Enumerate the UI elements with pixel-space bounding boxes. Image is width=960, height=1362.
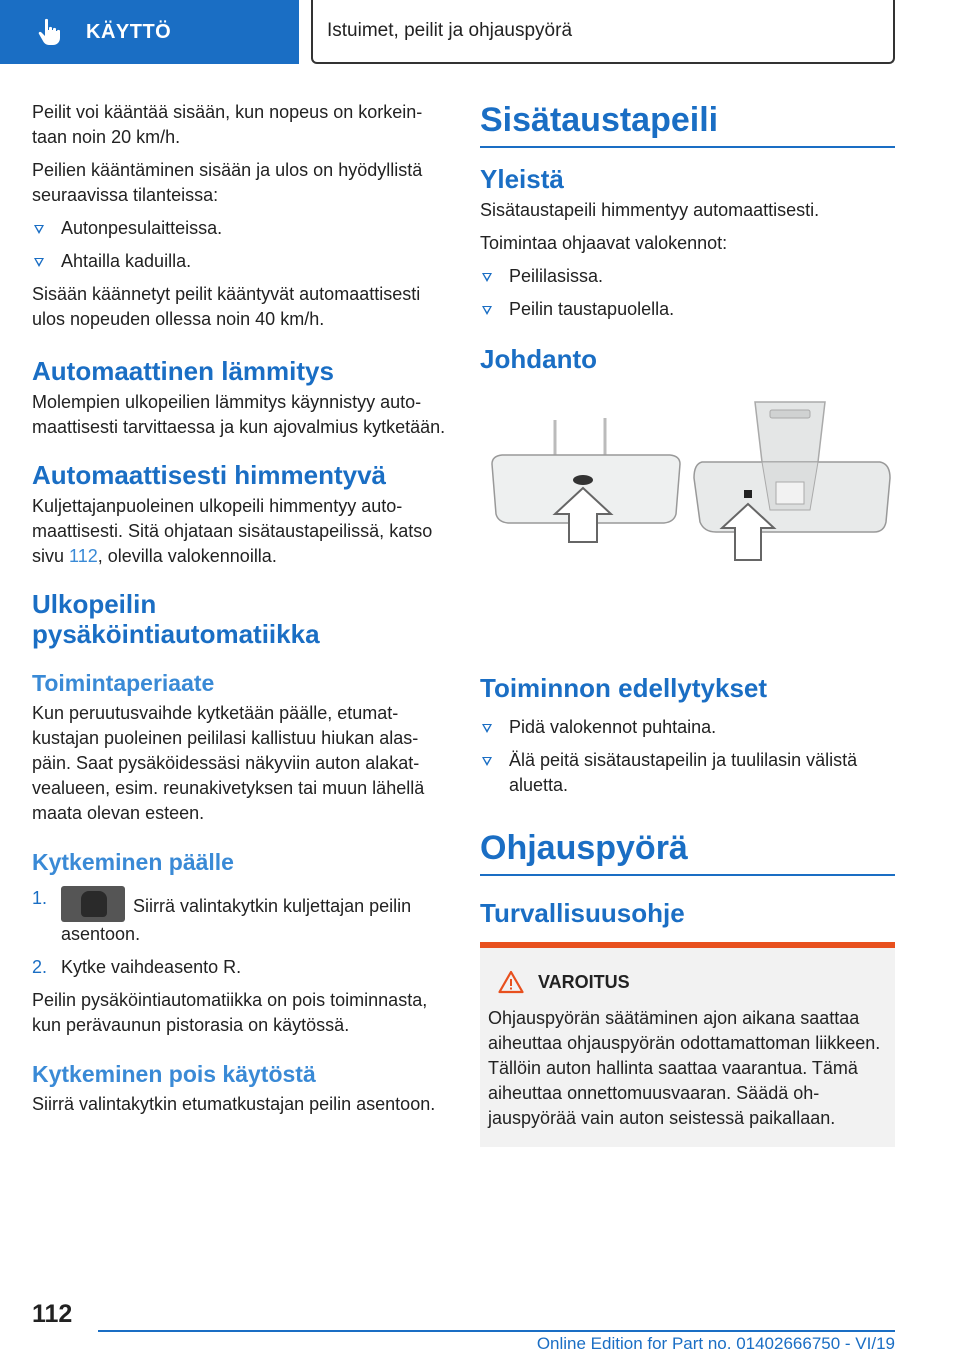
triangle-bullet-icon — [34, 258, 44, 267]
list-item: 2. Kytke vaihdeasento R. — [32, 957, 242, 977]
warning-triangle-icon — [498, 970, 524, 994]
warning-text: Ohjauspyörän säätäminen ajon aikana saattaa aiheuttaa ohjauspyörän odottamattoman liikkeen. Tällöin auton hallinta saattaa vaarantua. Tämä aiheuttaa onnettomuusvaaran. Säädä ohjauspyörää vain auton seistessä paikallaan. — [488, 1008, 881, 1128]
paragraph: Kuljettajanpuoleinen ulkopeili himmentyy automaattisesti. Sitä ohjataan sisätaustapeilissä, katso sivu 112, olevilla valokennoilla. — [32, 496, 433, 566]
warning-box — [480, 942, 895, 1147]
list-item: 1. Siirrä valintakytkin kuljettajan peilin asentoon. — [32, 888, 412, 944]
right-column — [480, 100, 895, 1147]
numbered-list — [32, 886, 450, 980]
triangle-bullet-icon — [34, 225, 44, 234]
paragraph: Peilit voi kääntää sisään, kun nopeus on korkeintaan noin 20 km/h. — [32, 102, 423, 147]
warning-header — [488, 970, 885, 994]
list-item: Ahtailla kaduilla. — [32, 249, 450, 274]
paragraph: Peilien kääntäminen sisään ja ulos on hyödyllistä seuraavissa tilanteissa: — [32, 160, 423, 205]
edition-note: Online Edition for Part no. 01402666750 - VI/19 — [536, 1334, 895, 1353]
heading-switch-off: Kytkeminen pois käytöstä — [32, 1061, 316, 1087]
page-link[interactable]: 112 — [69, 546, 98, 566]
triangle-bullet-icon — [482, 273, 492, 282]
left-column — [32, 100, 450, 1125]
heading-dimming: Automaattisesti himmentyvä — [32, 460, 386, 490]
heading-general: Yleistä — [480, 164, 564, 194]
list-item: Älä peitä sisätaustapeilin ja tuulilasin välistä aluetta. — [480, 748, 895, 798]
list-item: Peililasissa. — [480, 264, 895, 289]
hand-pointer-icon — [36, 17, 66, 47]
chapter-header — [311, 0, 895, 64]
section-tab — [0, 0, 299, 64]
heading-introduction: Johdanto — [480, 344, 597, 374]
triangle-bullet-icon — [482, 757, 492, 766]
mirror-switch-icon — [61, 886, 125, 922]
page-number: 112 — [32, 1300, 73, 1328]
heading-requirements: Toiminnon edellytykset — [480, 673, 768, 703]
chapter-title: Istuimet, peilit ja ohjauspyörä — [327, 20, 573, 41]
heading-heating: Automaattinen lämmitys — [32, 356, 334, 386]
footer-divider — [98, 1330, 895, 1332]
bullet-list — [32, 216, 450, 274]
mirror-rear-view — [694, 402, 890, 560]
list-item: Pidä valokennot puhtaina. — [480, 715, 895, 740]
paragraph: Sisään käännetyt peilit kääntyvät automaattisesti ulos nopeuden ollessa noin 40 km/h. — [32, 284, 421, 329]
bullet-list — [480, 715, 895, 798]
paragraph: Siirrä valintakytkin etumatkustajan peilin asentoon. — [32, 1094, 436, 1114]
section-title: KÄYTTÖ — [86, 20, 172, 43]
triangle-bullet-icon — [482, 306, 492, 315]
heading-principle: Toimintaperiaate — [32, 670, 215, 696]
heading-safety: Turvallisuusohje — [480, 898, 685, 928]
heading-parking: Ulkopeilin pysäköintiautomatiikka — [32, 589, 320, 649]
mirror-front-view — [492, 418, 680, 542]
triangle-bullet-icon — [482, 724, 492, 733]
mirror-illustration — [480, 392, 895, 632]
list-item: Peilin taustapuolella. — [480, 297, 895, 322]
bullet-list — [480, 264, 895, 322]
heading-switch-on: Kytkeminen päälle — [32, 849, 234, 875]
paragraph: Toimintaa ohjaavat valokennot: — [480, 233, 728, 253]
warning-title: VAROITUS — [538, 971, 630, 992]
paragraph: Peilin pysäköintiautomatiikka on pois toiminnasta, kun perävaunun pistorasia on käytössä. — [32, 990, 428, 1035]
paragraph: Kun peruutusvaihde kytketään päälle, etumatkustajan puoleinen peililasi kallistuu hiukan alaspäin. Saat pysäköidessäsi näkyviin auton alakatvealueen, esim. reunakivetyksen tai muun lähellä maata olevan esteen. — [32, 703, 425, 823]
list-item: Autonpesulaitteissa. — [32, 216, 450, 241]
heading-interior-mirror: Sisätaustapeili — [480, 100, 895, 148]
paragraph: Molempien ulkopeilien lämmitys käynnistyy automaattisesti tarvittaessa ja kun ajovalmius kytketään. — [32, 392, 446, 437]
heading-steering-wheel: Ohjauspyörä — [480, 828, 895, 876]
paragraph: Sisätaustapeili himmentyy automaattisesti. — [480, 200, 820, 220]
